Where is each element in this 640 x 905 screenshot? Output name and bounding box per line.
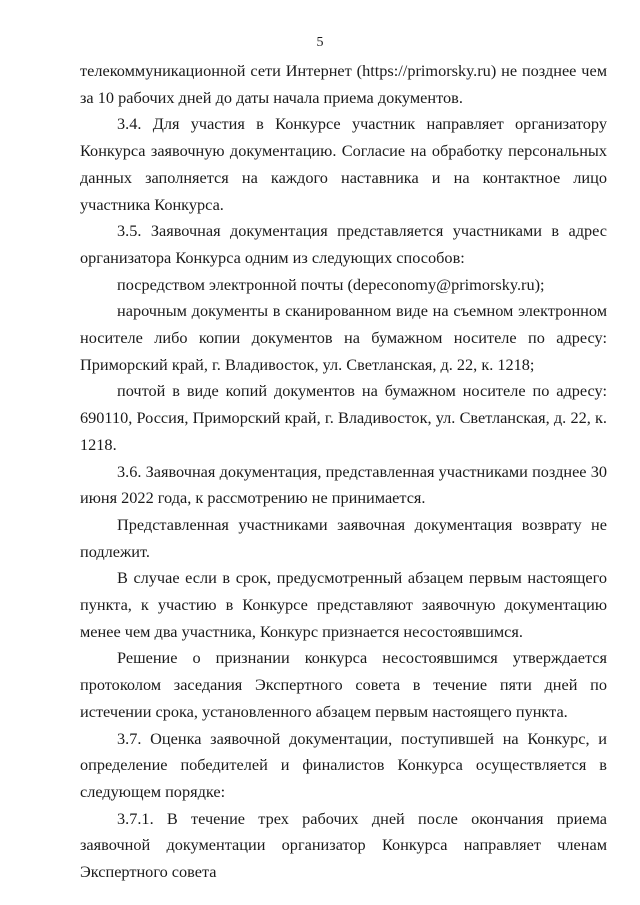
paragraph-decision: Решение о признании конкурса несостоявшимся утверждается протоколом заседания Экспертного совета в течение пяти дней по истечении срока, установленного абзацем первым настоящего пункта. <box>80 648 607 721</box>
paragraph-3-4: 3.4. Для участия в Конкурсе участник направляет организатору Конкурса заявочную документацию. Согласие на обработку персональных данных заполняется на каждого наставника и на контактное лицо участника Конкурса. <box>80 114 607 214</box>
paragraph-courier-method: нарочным документы в сканированном виде на съемном электронном носителе либо копии документов на бумажном носителе по адресу: Приморский край, г. Владивосток, ул. Светланская, д. 22, к. 1218; <box>80 301 607 374</box>
paragraph-3-6: 3.6. Заявочная документация, представленная участниками позднее 30 июня 2022 года, к рассмотрению не принимается. <box>80 461 607 508</box>
paragraph-no-return: Представленная участниками заявочная документация возврату не подлежит. <box>80 514 607 561</box>
document-body <box>80 58 607 886</box>
paragraph-email-method: посредством электронной почты (depeconomy@primorsky.ru); <box>117 274 545 294</box>
paragraph-3-7: 3.7. Оценка заявочной документации, поступившей на Конкурс, и определение победителей и финалистов Конкурса осуществляется в следующем порядке: <box>80 728 607 801</box>
paragraph-failed-contest: В случае если в срок, предусмотренный абзацем первым настоящего пункта, к участию в Конкурсе представляют заявочную документацию менее чем два участника, Конкурс признается несостоявшимся. <box>80 568 607 641</box>
paragraph-continuation: телекоммуникационной сети Интернет (https://primorsky.ru) не позднее чем за 10 рабочих дней до даты начала приема документов. <box>80 61 607 107</box>
paragraph-3-7-1: 3.7.1. В течение трех рабочих дней после окончания приема заявочной документации организатор Конкурса направляет членам Экспертного совета <box>80 808 607 882</box>
paragraph-3-5: 3.5. Заявочная документация представляется участниками в адрес организатора Конкурса одним из следующих способов: <box>80 221 607 267</box>
page-number: 5 <box>316 35 324 50</box>
paragraph-post-method: почтой в виде копий документов на бумажном носителе по адресу: 690110, Россия, Приморский край, г. Владивосток, ул. Светланская, д. 22, к. 1218. <box>80 381 607 454</box>
